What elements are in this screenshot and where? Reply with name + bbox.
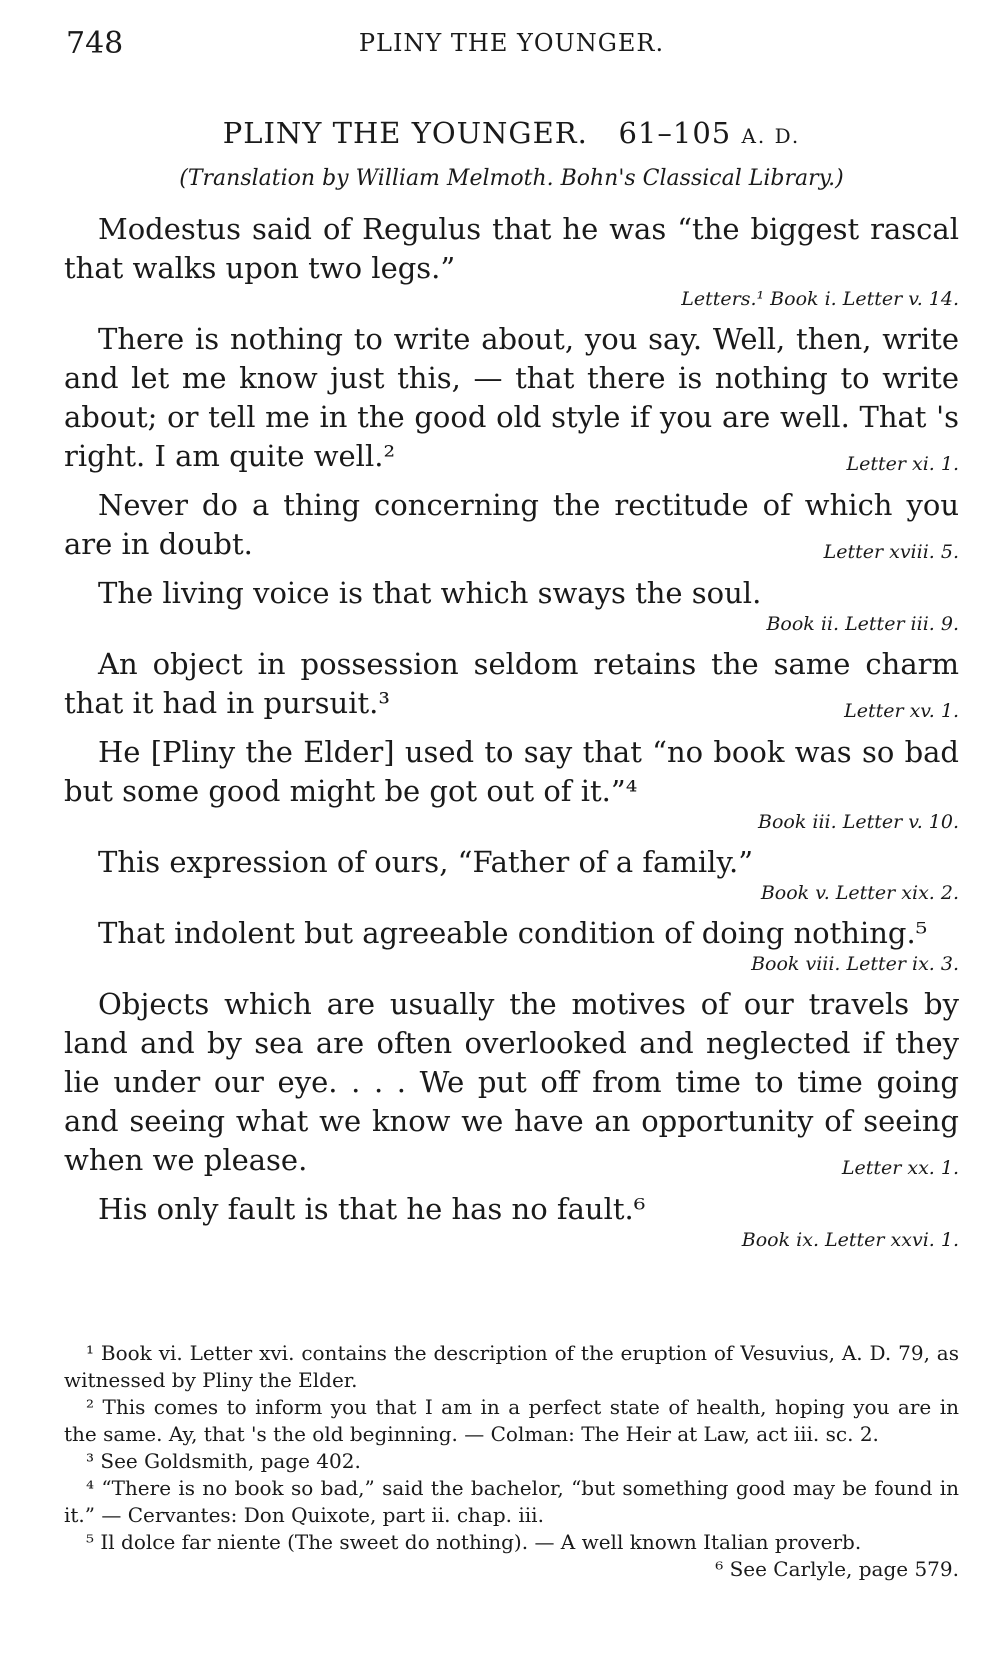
quote-citation: Letter xx. 1.	[841, 1157, 959, 1179]
quote: Objects which are usually the motives of our travels by land and by sea are often overlooked and neglected if they lie under our eye. . . . We put off from time to time going and seeing what we know we have an opportunity of seeing when we please. Letter xx. 1.	[64, 985, 959, 1180]
footnote: ² This comes to inform you that I am in a perfect state of health, hoping you are in the same. Ay, that 's the old beginning. — Colman: The Heir at Law, act iii. sc. 2.	[64, 1395, 959, 1446]
quote-citation: Letter xv. 1.	[844, 700, 959, 722]
quote: This expression of ours, “Father of a family.”	[98, 845, 754, 879]
running-head	[64, 26, 959, 66]
title-dates: 61–105	[618, 116, 732, 150]
article-title	[64, 116, 959, 150]
quote-citation: Book ix. Letter xxvi. 1.	[741, 1229, 959, 1251]
translation-note: (Translation by William Melmoth. Bohn's Classical Library.)	[179, 166, 844, 191]
running-title: PLINY THE YOUNGER.	[358, 29, 665, 57]
title-era: A. D.	[741, 124, 801, 148]
quote: Modestus said of Regulus that he was “the biggest rascal that walks upon two legs.”	[64, 212, 959, 285]
quotations	[64, 210, 959, 1261]
quote-citation: Book ii. Letter iii. 9.	[766, 613, 959, 635]
footnote: ¹ Book vi. Letter xvi. contains the description of the eruption of Vesuvius, A. D. 79, as witnessed by Pliny the Elder.	[64, 1341, 959, 1392]
quote-citation: Letters.¹ Book i. Letter v. 14.	[681, 288, 959, 310]
quote: That indolent but agreeable condition of doing nothing.⁵	[98, 916, 928, 950]
page-number: 748	[66, 26, 124, 61]
quote-citation: Letter xi. 1.	[846, 453, 959, 475]
footnote: ⁶ See Carlyle, page 579.	[715, 1557, 959, 1581]
quote: An object in possession seldom retains the same charm that it had in pursuit.³ Letter xv. 1.	[64, 645, 959, 723]
quote-citation: Letter xviii. 5.	[823, 541, 959, 563]
quote-citation: Book v. Letter xix. 2.	[760, 882, 959, 904]
quote: There is nothing to write about, you say. Well, then, write and let me know just this, — that there is nothing to write about; or tell me in the good old style if you are well. That 's right. I am quite well.² Letter xi. 1.	[64, 320, 959, 476]
quote: His only fault is that he has no fault.⁶	[98, 1192, 646, 1226]
quote: Never do a thing concerning the rectitude of which you are in doubt. Letter xviii. 5.	[64, 486, 959, 564]
footnote: ⁴ “There is no book so bad,” said the bachelor, “but something good may be found in it.” — Cervantes: Don Quixote, part ii. chap. iii.	[64, 1476, 959, 1527]
quote-citation: Book viii. Letter ix. 3.	[751, 953, 959, 975]
quote: He [Pliny the Elder] used to say that “no book was so bad but some good might be got out of it.”⁴	[64, 735, 959, 808]
title-main: PLINY THE YOUNGER.	[222, 116, 588, 150]
footnotes	[64, 1340, 959, 1583]
quote-citation: Book iii. Letter v. 10.	[758, 811, 959, 833]
footnote: ³ See Goldsmith, page 402.	[86, 1449, 361, 1473]
quote: The living voice is that which sways the soul.	[98, 576, 762, 610]
footnote: ⁵ Il dolce far niente (The sweet do nothing). — A well known Italian proverb. ⁶ See Carlyle, page 579.	[86, 1530, 959, 1581]
